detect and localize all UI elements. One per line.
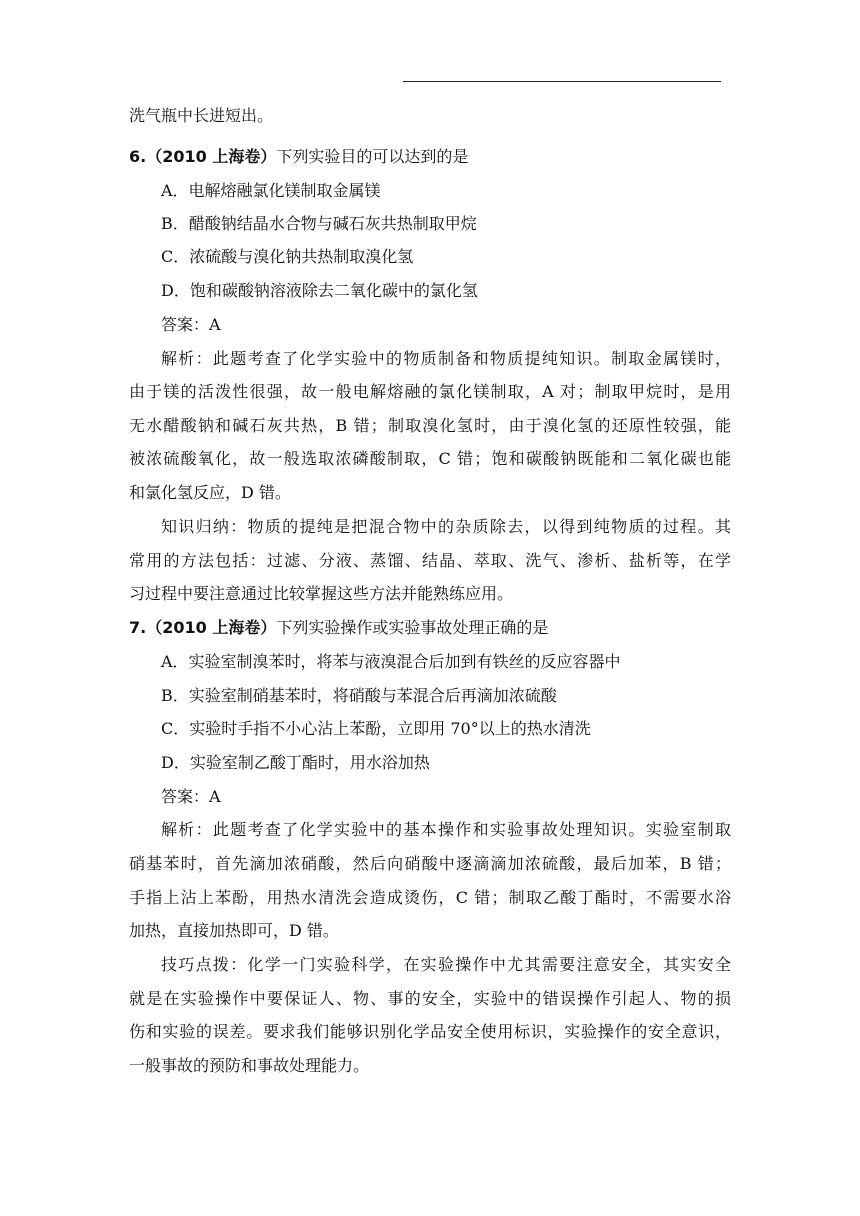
explanation-line: 解析：此题考查了化学实验中的基本操作和实验事故处理知识。实验室制取	[161, 820, 731, 839]
summary-line: 常用的方法包括：过滤、分液、蒸馏、结晶、萃取、洗气、渗析、盐析等，在学	[129, 551, 731, 570]
option-b: B．醋酸钠结晶水合物与碱石灰共热制取甲烷	[161, 214, 477, 233]
question-number: 7.	[129, 618, 147, 637]
option-a: A．电解熔融氯化镁制取金属镁	[161, 181, 381, 200]
explanation-line: 被浓硫酸氧化，故一般选取浓磷酸制取，C 错；饱和碳酸钠既能和二氧化碳也能	[129, 449, 731, 468]
tip-line: 技巧点拨：化学一门实验科学，在实验操作中尤其需要注意安全，其实安全	[161, 955, 731, 974]
option-d: D．实验室制乙酸丁酯时，用水浴加热	[161, 753, 430, 772]
explanation-line: 由于镁的活泼性很强，故一般电解熔融的氯化镁制取，A 对；制取甲烷时，是用	[129, 382, 731, 401]
answer: 答案：A	[161, 787, 221, 806]
question-source: （2010 上海卷）	[146, 618, 277, 637]
header-rule	[403, 81, 721, 82]
tip-line: 就是在实验操作中要保证人、物、事的安全，实验中的错误操作引起人、物的损	[129, 989, 731, 1008]
question-stem: 下列实验操作或实验事故处理正确的是	[276, 618, 549, 637]
question-6-heading	[129, 147, 468, 167]
option-d: D．饱和碳酸钠溶液除去二氧化碳中的氯化氢	[161, 281, 478, 300]
explanation-line: 加热，直接加热即可，D 错。	[129, 921, 339, 940]
option-c: C．实验时手指不小心沾上苯酚，立即用 70°以上的热水清洗	[161, 719, 591, 738]
option-a: A．实验室制溴苯时，将苯与液溴混合后加到有铁丝的反应容器中	[161, 652, 621, 671]
question-7-heading	[129, 618, 548, 638]
tip-line: 伤和实验的误差。要求我们能够识别化学品安全使用标识，实验操作的安全意识，	[129, 1022, 731, 1041]
summary-line: 知识归纳：物质的提纯是把混合物中的杂质除去，以得到纯物质的过程。其	[161, 517, 731, 536]
question-stem: 下列实验目的可以达到的是	[276, 147, 469, 166]
explanation-line: 和氯化氢反应，D 错。	[129, 483, 291, 502]
option-c: C．浓硫酸与溴化钠共热制取溴化氢	[161, 247, 414, 266]
option-b: B．实验室制硝基苯时，将硝酸与苯混合后再滴加浓硫酸	[161, 686, 557, 705]
tip-line: 一般事故的预防和事故处理能力。	[129, 1056, 370, 1075]
explanation-line: 解析：此题考查了化学实验中的物质制备和物质提纯知识。制取金属镁时，	[161, 349, 731, 368]
explanation-line: 手指上沾上苯酚，用热水清洗会造成烫伤，C 错；制取乙酸丁酯时，不需要水浴	[129, 888, 731, 907]
continued-text: 洗气瓶中长进短出。	[129, 106, 274, 125]
answer: 答案：A	[161, 315, 221, 334]
question-number: 6.	[129, 147, 147, 166]
summary-line: 习过程中要注意通过比较掌握这些方法并能熟练应用。	[129, 584, 514, 603]
question-source: （2010 上海卷）	[146, 147, 277, 166]
explanation-line: 无水醋酸钠和碱石灰共热，B 错；制取溴化氢时，由于溴化氢的还原性较强，能	[129, 416, 731, 435]
explanation-line: 硝基苯时，首先滴加浓硝酸，然后向硝酸中逐滴滴加浓硫酸，最后加苯，B 错；	[129, 854, 731, 873]
